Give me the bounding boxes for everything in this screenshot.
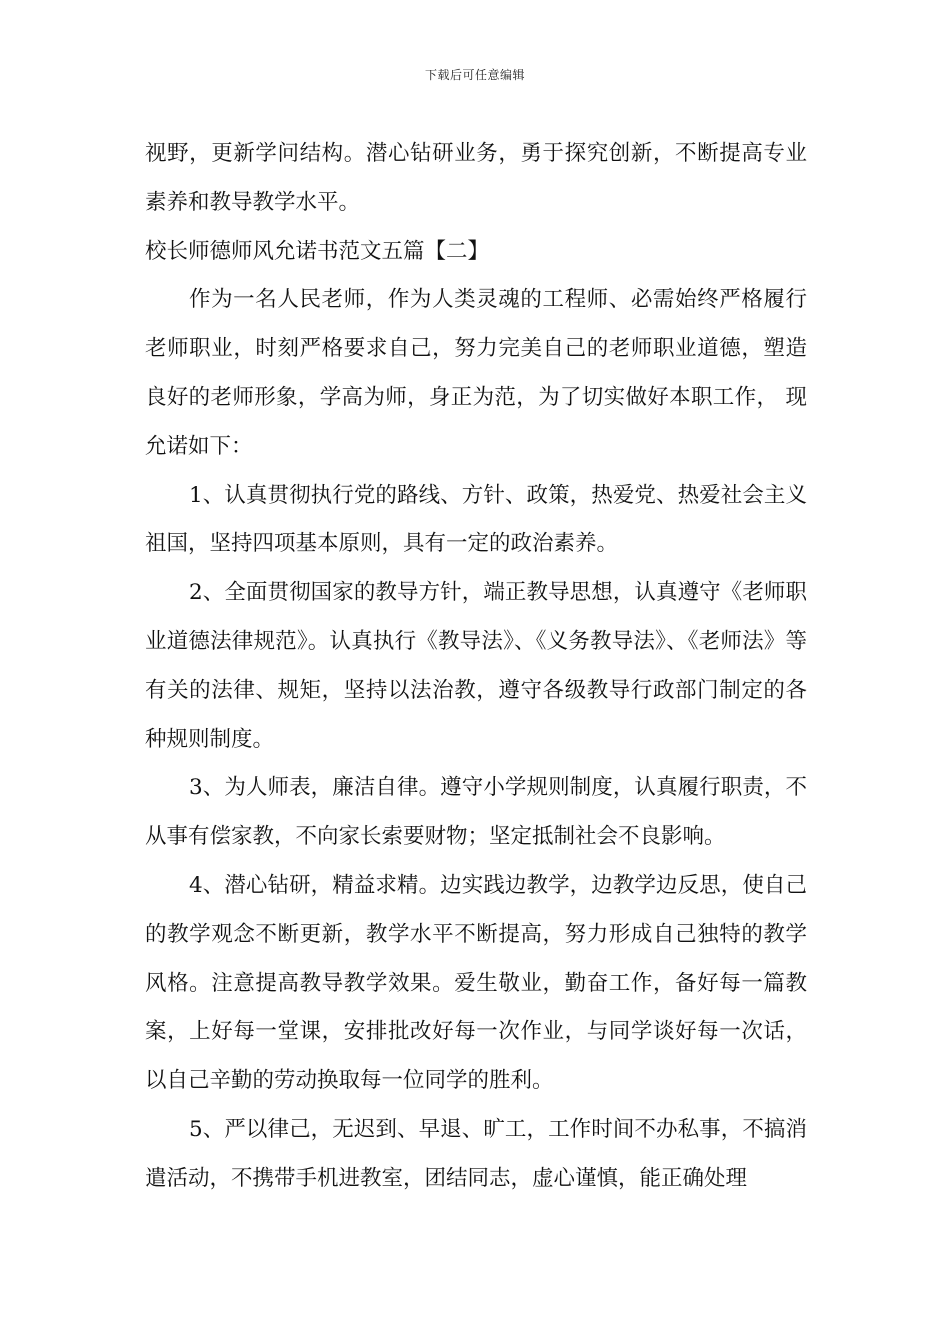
list-item-4: 4、潜心钻研，精益求精。边实践边教学，边教学边反思，使自己的教学观念不断更新，教学水平不断提高，努力形成自己独特的教学风格。注意提高教导教学效果。爱生敬业，勤奋工作，备好每一篇教案，上好每一堂课，安排批改好每一次作业，与同学谈好每一次话，以自己辛勤的劳动换取每一位同学的胜利。 (145, 872, 807, 1094)
paragraph-continuation: 视野，更新学问结构。潜心钻研业务，勇于探究创新，不断提高专业素养和教导教学水平。 (145, 141, 807, 215)
list-item-3: 3、为人师表，廉洁自律。遵守小学规则制度，认真履行职责，不从事有偿家教，不向家长索要财物；坚定抵制社会不良影响。 (145, 775, 807, 850)
list-item-5: 5、严以律己，无迟到、早退、旷工，工作时间不办私事，不搞消遣活动，不携带手机进教室，团结同志，虚心谨慎，能正确处理 (145, 1116, 807, 1191)
paragraph-intro: 作为一名人民老师，作为人类灵魂的工程师、必需始终严格履行老师职业，时刻严格要求自己，努力完美自己的老师职业道德，塑造良好的老师形象，学高为师，身正为范，为了切实做好本职工作， 现允诺如下： (145, 287, 807, 459)
section-heading: 校长师德师风允诺书范文五篇【二】 (145, 238, 490, 264)
list-item-1: 1、认真贯彻执行党的路线、方针、政策，热爱党、热爱社会主义祖国，坚持四项基本原则，具有一定的政治素养。 (145, 482, 807, 557)
document-body (145, 130, 807, 1204)
page-header: 下载后可任意编辑 (424, 68, 525, 82)
list-item-2: 2、全面贯彻国家的教导方针，端正教导思想，认真遵守《老师职业道德法律规范》。认真执行《教导法》、《义务教导法》、《老师法》等有关的法律、规矩，坚持以法治教，遵守各级教导行政部门制定的各种规则制度。 (145, 580, 807, 752)
